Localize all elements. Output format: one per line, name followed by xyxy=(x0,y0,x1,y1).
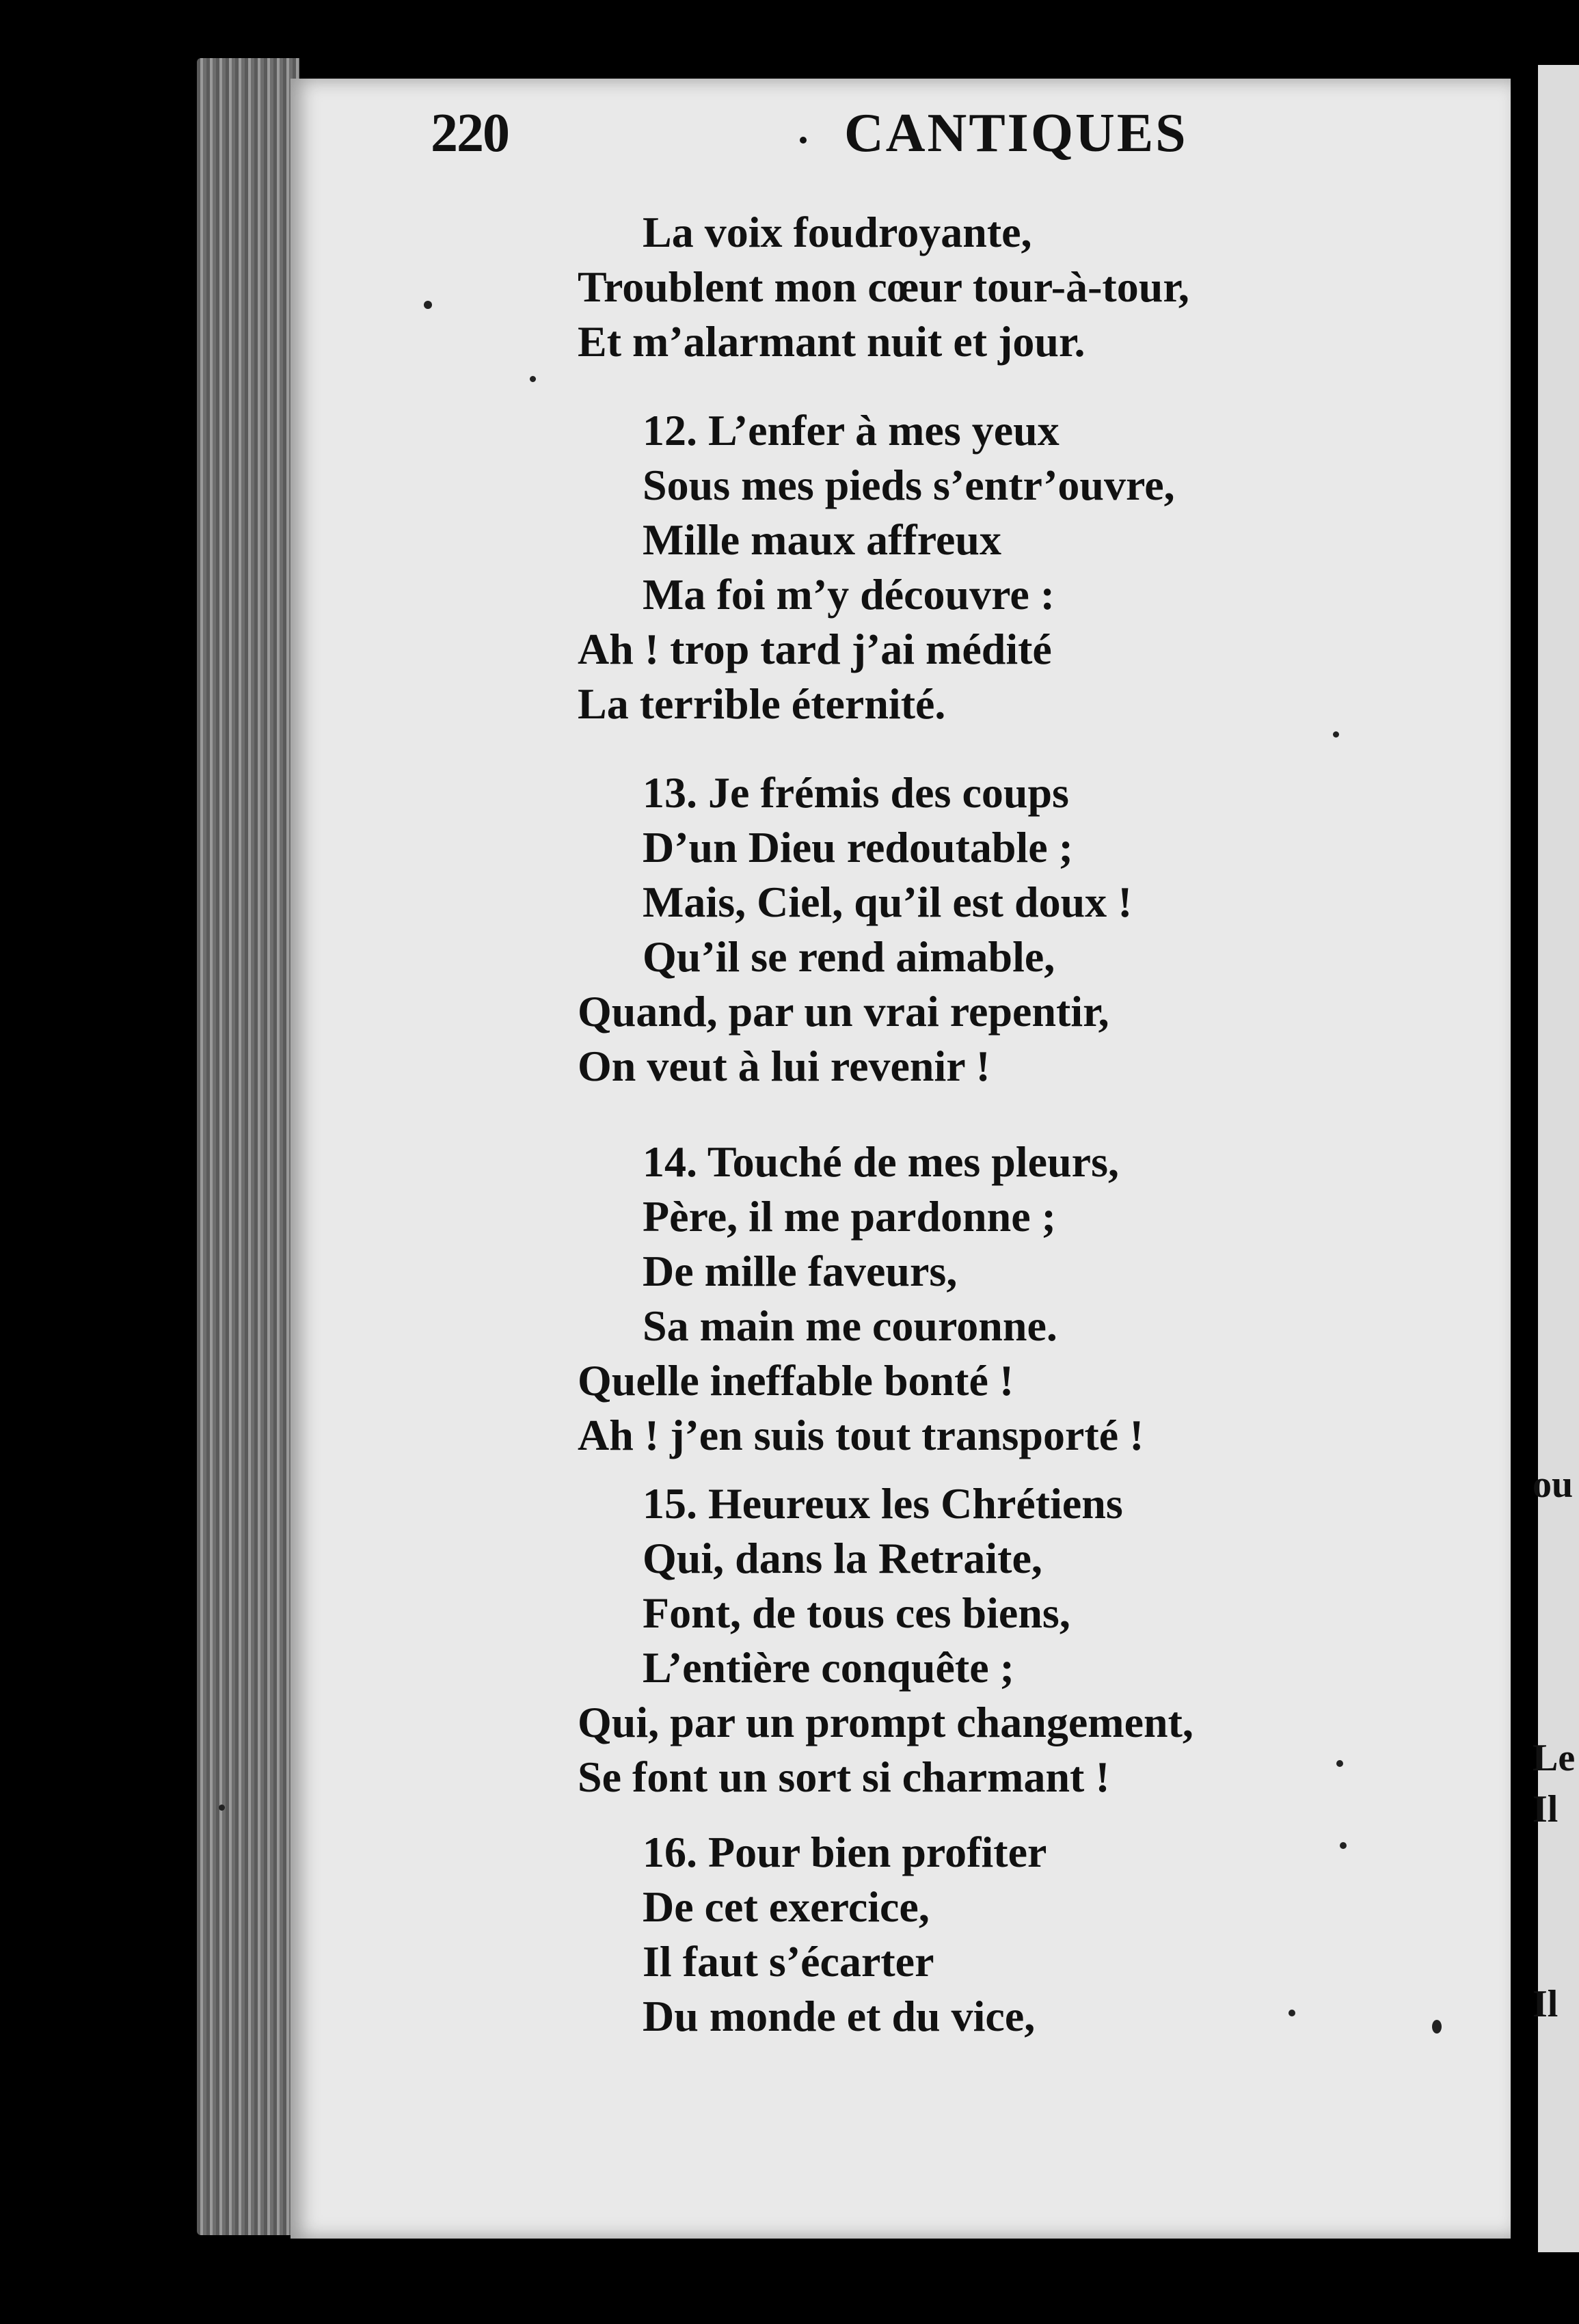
verse-line: Ah ! trop tard j’ai médité xyxy=(578,625,1052,673)
stanza-first-line: 14. Touché de mes pleurs, xyxy=(643,1137,1119,1186)
verse-line: Qui, dans la Retraite, xyxy=(643,1534,1042,1582)
verse-line: Et m’alarmant nuit et jour. xyxy=(578,317,1085,366)
verse-line: Font, de tous ces biens, xyxy=(643,1589,1070,1637)
verse-line: L’entière conquête ; xyxy=(643,1643,1014,1692)
ink-speck xyxy=(1333,731,1339,738)
adjacent-page-fragment: Il xyxy=(1533,1788,1558,1830)
verse-line: Ah ! j’en suis tout transporté ! xyxy=(578,1411,1144,1459)
verse-line: Père, il me pardonne ; xyxy=(643,1192,1056,1241)
verse-line: Qui, par un prompt changement, xyxy=(578,1698,1193,1746)
page-header xyxy=(431,103,1188,171)
verse-line: Sous mes pieds s’entr’ouvre, xyxy=(643,461,1175,509)
stanza-first-line: 16. Pour bien profiter xyxy=(643,1828,1047,1876)
verse-line: Se font un sort si charmant ! xyxy=(578,1753,1110,1801)
header-dot xyxy=(800,137,807,144)
verse-line: Quand, par un vrai repentir, xyxy=(578,987,1109,1036)
verse-line: D’un Dieu redoutable ; xyxy=(643,823,1073,871)
stanza-first-line: 12. L’enfer à mes yeux xyxy=(643,406,1060,455)
verse-line: Mille maux affreux xyxy=(643,515,1001,564)
ink-speck xyxy=(530,376,536,382)
verse-line: De mille faveurs, xyxy=(643,1247,958,1295)
page-number: 220 xyxy=(431,103,509,163)
ink-speck xyxy=(1340,1842,1347,1849)
adjacent-page-fragment: Le xyxy=(1533,1737,1576,1779)
ink-speck xyxy=(1336,1760,1343,1767)
verse-line: Troublent mon cœur tour-à-tour, xyxy=(578,262,1189,311)
page-edges xyxy=(197,58,299,2235)
verse-line: La voix foudroyante, xyxy=(643,208,1032,256)
ink-speck xyxy=(1288,2010,1295,2016)
stanza-first-line: 13. Je frémis des coups xyxy=(643,768,1069,817)
verse-line: De cet exercice, xyxy=(643,1882,930,1931)
verse-line: Il faut s’écarter xyxy=(643,1937,934,1986)
ink-speck xyxy=(1432,2020,1442,2033)
stanza-first-line: 15. Heureux les Chrétiens xyxy=(643,1479,1123,1528)
verse-line: Sa main me couronne. xyxy=(643,1301,1057,1350)
adjacent-page-fragment: ou xyxy=(1533,1463,1574,1506)
verse-line: Qu’il se rend aimable, xyxy=(643,932,1055,981)
adjacent-page xyxy=(1538,65,1579,2252)
verse-line: La terrible éternité. xyxy=(578,679,946,728)
ink-speck xyxy=(424,301,432,309)
verse-line: Ma foi m’y découvre : xyxy=(643,570,1055,619)
verse-line: Du monde et du vice, xyxy=(643,1992,1036,2040)
verse-line: Mais, Ciel, qu’il est doux ! xyxy=(643,878,1133,926)
verse-line: On veut à lui revenir ! xyxy=(578,1042,990,1090)
verse-line: Quelle ineffable bonté ! xyxy=(578,1356,1014,1405)
adjacent-page-fragment: Il xyxy=(1533,1983,1558,2025)
running-head: CANTIQUES xyxy=(844,103,1188,163)
ink-speck xyxy=(219,1805,225,1811)
